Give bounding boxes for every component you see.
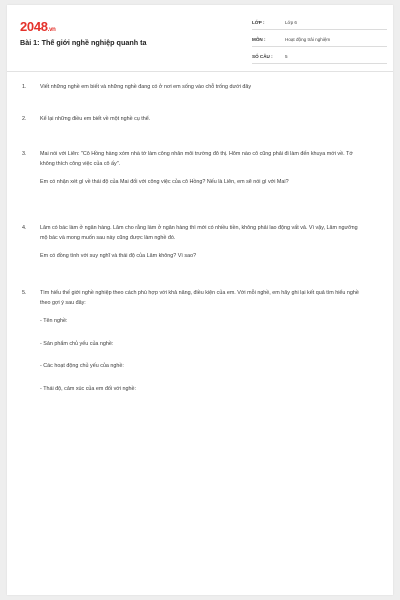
question-followup: Em có đồng tình với suy nghĩ và thái độ của Lâm không? Vì sao? — [40, 253, 197, 259]
meta-value-class: Lớp 6 — [285, 19, 297, 25]
meta-value-count: 5 — [285, 53, 288, 59]
question-number: 2. — [22, 116, 27, 122]
meta-label-class: LỚP : — [252, 19, 265, 25]
worksheet-page — [7, 5, 393, 595]
question-text: Lâm có bác làm ở ngân hàng. Lâm cho rằng làm ở ngân hàng thì mới có nhiều tiền, không phải lao động vất vả. Vì vậy, Lâm ngưỡng mộ bác và mong muốn sau này cũng được làm nghề đó. — [40, 225, 358, 241]
meta-row-class — [252, 15, 387, 30]
question-text: Tìm hiểu thế giới nghề nghiệp theo cách phù hợp với khả năng, điều kiện của em. Với mỗi nghề, em hãy ghi lại kết quả tìm hiểu nghề theo gợi ý sau đây: — [40, 290, 359, 306]
logo-dot: . — [47, 27, 50, 33]
question-number: 5. — [22, 290, 27, 296]
question-text: Kể lại những điều em biết về một nghề cụ thể. — [40, 116, 151, 122]
meta-row-subject — [252, 32, 387, 47]
question-number: 3. — [22, 151, 27, 157]
prompt-item-attitude: - Thái độ, cảm xúc của em đối với nghề: — [40, 385, 137, 392]
logo-tld: vn — [49, 27, 56, 33]
question-number: 1. — [22, 84, 27, 90]
meta-label-count: SỐ CÂU : — [252, 53, 273, 59]
site-logo[interactable] — [20, 19, 56, 34]
question-number: 4. — [22, 225, 27, 231]
lesson-title: Bài 1: Thế giới nghề nghiệp quanh ta — [20, 38, 147, 47]
meta-table — [252, 15, 387, 66]
meta-row-count — [252, 49, 387, 64]
meta-label-subject: MÔN : — [252, 36, 266, 42]
header-divider — [7, 71, 393, 72]
question-text: Mai nói với Liên: "Cô Hồng hàng xóm nhà tớ làm công nhân môi trường đô thị. Hôm nào cô cũng phải đi làm đến khuya mới về. Tớ không thích công việc của cô ấy". — [40, 151, 353, 167]
question-followup: Em có nhận xét gì về thái độ của Mai đối với công việc của cô Hồng? Nếu là Liên, em sẽ nói gì với Mai? — [40, 179, 289, 185]
logo-number: 2048 — [20, 19, 48, 34]
question-text: Viết những nghề em biết và những nghề đang có ở nơi em sống vào chỗ trống dưới đây — [40, 84, 252, 90]
prompt-item-activities: - Các hoạt động chủ yếu của nghề: — [40, 363, 124, 369]
prompt-item-products: - Sản phẩm chủ yếu của nghề: — [40, 340, 114, 347]
meta-value-subject: Hoạt động trải nghiệm — [285, 36, 331, 42]
prompt-item-job-name: - Tên nghề: — [40, 318, 68, 324]
worksheet-header — [7, 5, 393, 71]
